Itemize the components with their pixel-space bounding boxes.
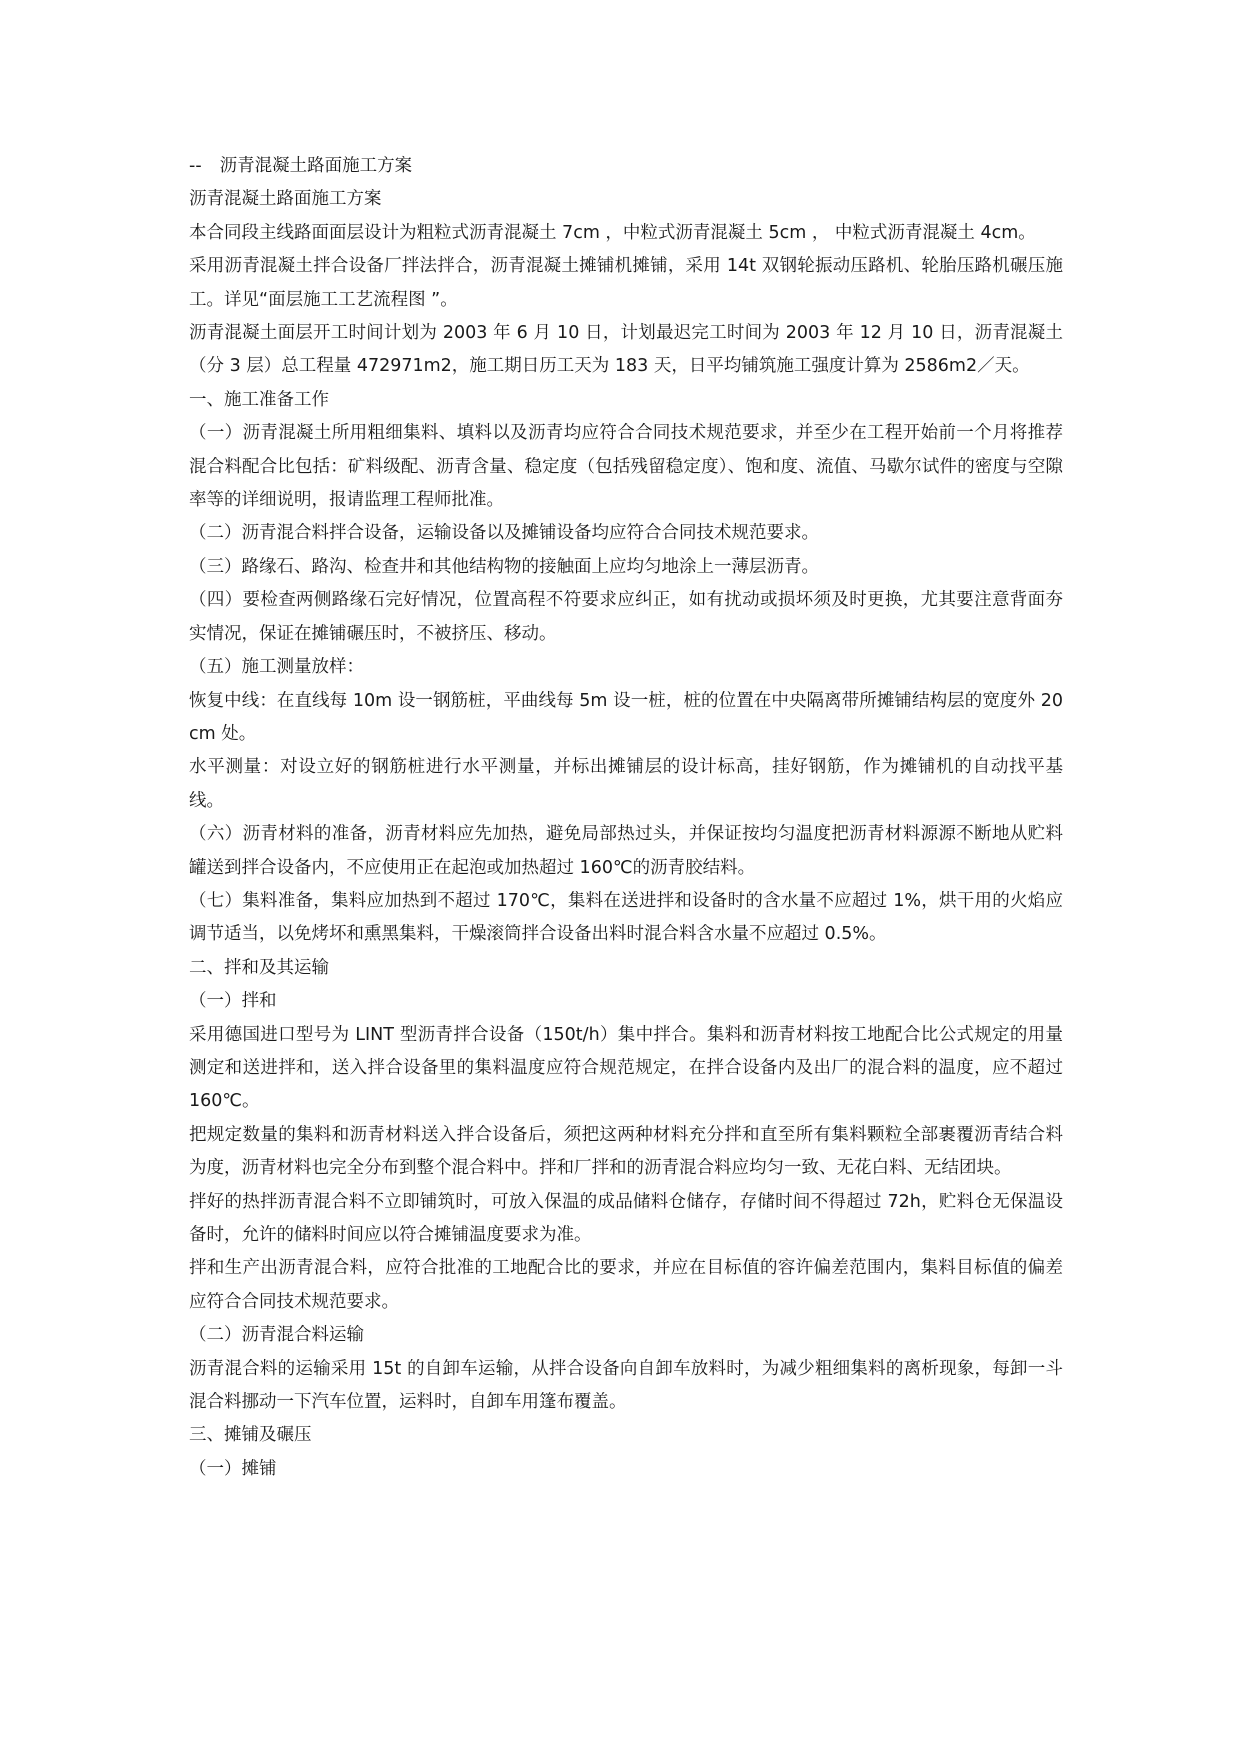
paragraph-materials: （一）沥青混凝土所用粗细集料、填料以及沥青均应符合合同技术规范要求，并至少在工程开始前一个月将推荐混合料配合比包括：矿料级配、沥青含量、稳定度（包括残留稳定度）、饱和度、流值、马歇尔试件的密度与空隙率等的详细说明，报请监理工程师批准。 xyxy=(189,423,1063,511)
paragraph-mixing-method: 采用沥青混凝土拌合设备厂拌法拌合，沥青混凝土摊铺机摊铺，采用 14t 双钢轮振动压路机、轮胎压路机碾压施工。详见“面层施工工艺流程图 ”。 xyxy=(189,256,1063,310)
paragraph-pavement-design: 本合同段主线路面面层设计为粗粒式沥青混凝土 7cm ，中粒式沥青混凝土 5cm ， 中粒式沥青混凝土 4cm。 xyxy=(189,222,1036,243)
section-heading-paving-compaction: 三、摊铺及碾压 xyxy=(189,1425,312,1446)
document-header xyxy=(189,150,1063,183)
paragraph-storage: 拌好的热拌沥青混合料不立即铺筑时，可放入保温的成品储料仓储存，存储时间不得超过 72h，贮料仓无保温设备时，允许的储料时间应以符合摊铺温度要求为准。 xyxy=(189,1191,1063,1245)
subheading-transport: （二）沥青混合料运输 xyxy=(189,1325,364,1346)
paragraph-aggregate-preparation: （七）集料准备，集料应加热到不超过 170℃，集料在送进拌和设备时的含水量不应超过 1%，烘干用的火焰应调节适当，以免烤坏和熏黑集料，干燥滚筒拌合设备出料时混合料含水量不应超过 0.5%。 xyxy=(189,890,1063,945)
paragraph-equipment: （二）沥青混合料拌合设备，运输设备以及摊铺设备均应符合合同技术规范要求。 xyxy=(189,523,819,544)
paragraph-transport: 沥青混合料的运输采用 15t 的自卸车运输，从拌合设备向自卸车放料时，为减少粗细集料的离析现象，每卸一斗混合料挪动一下汽车位置，运料时，自卸车用篷布覆盖。 xyxy=(189,1358,1063,1413)
document-title: 沥青混凝土路面施工方案 xyxy=(189,189,382,210)
subheading-surveying: （五）施工测量放样： xyxy=(189,657,364,678)
paragraph-centerline: 恢复中线：在直线每 10m 设一钢筋桩，平曲线每 5m 设一桩，桩的位置在中央隔离带所摊铺结构层的宽度外 20cm 处。 xyxy=(189,690,1063,744)
subheading-paving: （一）摊铺 xyxy=(189,1458,277,1479)
paragraph-curb-check: （四）要检查两侧路缘石完好情况，位置高程不符要求应纠正，如有扰动或损坏须及时更换，尤其要注意背面夯实情况，保证在摊铺碾压时，不被挤压、移动。 xyxy=(189,590,1063,644)
paragraph-schedule: 沥青混凝土面层开工时间计划为 2003 年 6 月 10 日，计划最迟完工时间为 2003 年 12 月 10 日，沥青混凝土（分 3 层）总工程量 472971m2，施工期日历工天为 183 天，日平均铺筑施工强度计算为 2586m2／天。 xyxy=(189,323,1063,377)
paragraph-asphalt-preparation: （六）沥青材料的准备，沥青材料应先加热，避免局部热过头，并保证按均匀温度把沥青材料源源不断地从贮料罐送到拌合设备内，不应使用正在起泡或加热超过 160℃的沥青胶结料。 xyxy=(189,824,1063,878)
header-title: 沥青混凝土路面施工方案 xyxy=(219,156,413,176)
paragraph-leveling: 水平测量：对设立好的钢筋桩进行水平测量，并标出摊铺层的设计标高，挂好钢筋，作为摊铺机的自动找平基线。 xyxy=(189,757,1063,811)
section-heading-preparation: 一、施工准备工作 xyxy=(189,389,329,410)
paragraph-mixing-requirements: 把规定数量的集料和沥青材料送入拌合设备后，须把这两种材料充分拌和直至所有集料颗粒全部裹覆沥青结合料为度，沥青材料也完全分布到整个混合料中。拌和厂拌和的沥青混合料应均匀一致、无花白料、无结团块。 xyxy=(189,1124,1063,1179)
subheading-mixing: （一）拌和 xyxy=(189,991,277,1012)
paragraph-mixing-plant: 采用德国进口型号为 LINT 型沥青拌合设备（150t/h）集中拌合。集料和沥青材料按工地配合比公式规定的用量测定和送进拌和，送入拌合设备里的集料温度应符合规范规定，在拌合设备内及出厂的混合料的温度，应不超过 160℃。 xyxy=(189,1024,1063,1112)
document-page xyxy=(189,150,1063,1486)
paragraph-mix-tolerance: 拌和生产出沥青混合料，应符合批准的工地配合比的要求，并应在目标值的容许偏差范围内，集料目标值的偏差应符合合同技术规范要求。 xyxy=(189,1258,1063,1312)
section-heading-mixing-transport: 二、拌和及其运输 xyxy=(189,957,329,978)
header-dash: -- xyxy=(189,156,202,176)
paragraph-contact-surfaces: （三）路缘石、路沟、检查井和其他结构物的接触面上应均匀地涂上一薄层沥青。 xyxy=(189,556,819,577)
